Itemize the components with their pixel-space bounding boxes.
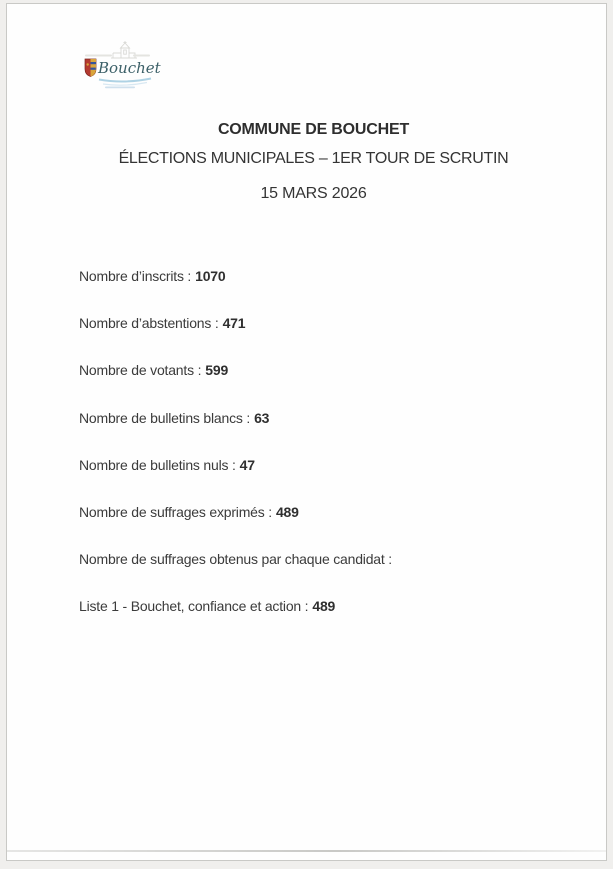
document-page (6, 3, 607, 861)
shield-icon (85, 59, 96, 77)
stat-value: 489 (312, 598, 336, 614)
stat-label: Nombre de bulletins blancs : (79, 410, 251, 426)
stat-row-abstentions (79, 315, 245, 331)
stat-label: Nombre de bulletins nuls : (79, 457, 236, 473)
stat-label: Nombre de suffrages exprimés : (79, 504, 272, 520)
document-title: COMMUNE DE BOUCHET (217, 121, 410, 138)
stat-row-votants (79, 362, 228, 378)
stat-row-suffrages-exprimes (79, 504, 299, 520)
stat-value: 471 (222, 315, 246, 331)
wave-icon (99, 79, 151, 89)
stat-value: 1070 (195, 268, 226, 284)
stat-label: Nombre d’inscrits : (79, 268, 192, 284)
scan-artifact-line (7, 850, 606, 852)
stat-label: Nombre de suffrages obtenus par chaque candidat : (79, 551, 392, 567)
stat-row-liste-1 (79, 598, 335, 614)
stat-row-bulletins-blancs (79, 410, 269, 426)
stat-value: 489 (275, 504, 299, 520)
stat-row-bulletins-nuls (79, 457, 255, 473)
stat-row-inscrits (79, 268, 225, 284)
logo-wordmark: Bouchet (98, 59, 161, 77)
stat-label: Liste 1 - Bouchet, confiance et action : (79, 598, 309, 614)
document-subtitle: ÉLECTIONS MUNICIPALES – 1ER TOUR DE SCRUTIN (118, 150, 509, 167)
logo-micro-text (85, 55, 150, 57)
document-date: 15 MARS 2026 (260, 185, 367, 202)
stat-value: 63 (254, 410, 270, 426)
stat-label: Nombre d’abstentions : (79, 315, 219, 331)
stat-value: 47 (239, 457, 255, 473)
stat-row-suffrages-candidats (79, 551, 396, 567)
commune-logo (79, 40, 161, 92)
stat-label: Nombre de votants : (79, 362, 202, 378)
stat-value: 599 (205, 362, 229, 378)
